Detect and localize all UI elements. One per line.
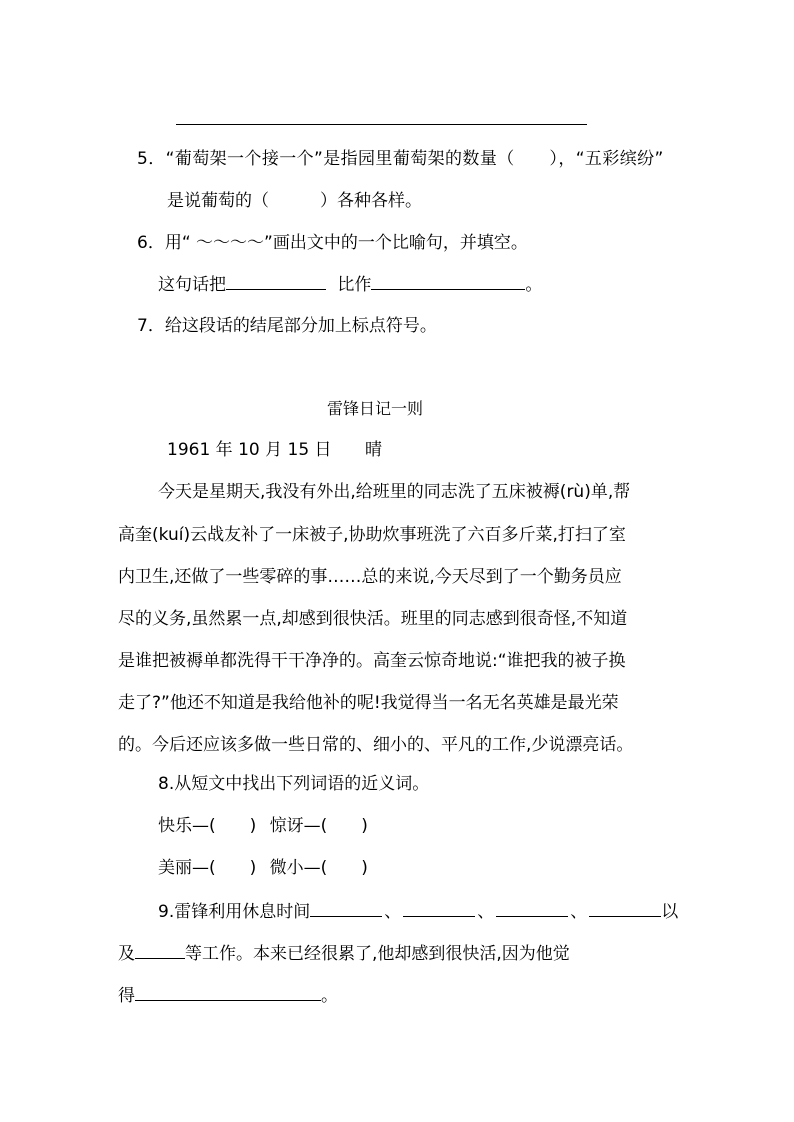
question-6-fill [158, 272, 542, 297]
answer-blank[interactable] [403, 899, 475, 917]
synonym-item: 快乐—( ) [158, 816, 257, 836]
answer-blank-object[interactable] [371, 272, 525, 290]
answer-blank[interactable] [496, 899, 568, 917]
question-9-line-1 [158, 899, 678, 924]
answer-blank-reason[interactable] [135, 983, 321, 1001]
question-9-text: 等工作。本来已经很累了,他却感到很快活,因为他觉 [185, 944, 570, 964]
question-9-line-3 [118, 983, 338, 1008]
fill-label-a: 这句话把 [158, 275, 226, 295]
question-6-prompt: 6．用“ ～～～～”画出文中的一个比喻句，并填空。 [137, 233, 528, 253]
question-9-text: 及 [118, 944, 135, 964]
answer-blank-subject[interactable] [226, 272, 326, 290]
question-9-line-2 [118, 941, 570, 966]
question-9-end: 。 [321, 986, 338, 1006]
passage-title: 雷锋日记一则 [327, 399, 424, 418]
separator: 、 [477, 902, 495, 922]
answer-blank[interactable] [135, 941, 185, 959]
question-8-prompt: 8.从短文中找出下列词语的近义词。 [158, 774, 430, 794]
separator: 、 [384, 902, 402, 922]
question-9-start: 9.雷锋利用休息时间 [158, 902, 311, 922]
passage-line: 走了?”他还不知道是我给他补的呢!我觉得当一名无名英雄是最光荣 [118, 693, 619, 713]
passage-line: 尽的义务,虽然累一点,却感到很快活。班里的同志感到很奇怪,不知道 [118, 609, 628, 629]
question-8-row-1 [158, 814, 368, 838]
diary-weather: 晴 [364, 440, 382, 460]
synonym-item: 惊讶—( ) [269, 816, 368, 836]
question-5-line-2: 是说葡萄的（ ）各种各样。 [167, 191, 422, 211]
question-7-prompt: 7．给这段话的结尾部分加上标点符号。 [137, 316, 437, 336]
synonym-item: 微小—( ) [269, 858, 368, 878]
passage-line: 的。今后还应该多做一些日常的、细小的、平凡的工作,少说漂亮话。 [118, 735, 634, 755]
question-8-row-2 [158, 856, 368, 880]
passage-line: 今天是星期天,我没有外出,给班里的同志洗了五床被褥(rù)单,帮 [158, 482, 631, 502]
question-9-text: 得 [118, 986, 135, 1006]
passage-line: 是谁把被褥单都洗得干干净净的。高奎云惊奇地说:“谁把我的被子换 [118, 651, 626, 671]
question-9-end: 以 [661, 902, 679, 922]
synonym-item: 美丽—( ) [158, 858, 257, 878]
passage-line: 内卫生,还做了一些零碎的事……总的来说,今天尽到了一个勤务员应 [118, 567, 622, 587]
passage-line: 高奎(kuí)云战友补了一床被子,协助炊事班洗了六百多斤菜,打扫了室 [118, 525, 626, 545]
diary-date: 1961 年 10 月 15 日 [167, 440, 332, 460]
fill-end: 。 [525, 275, 543, 295]
fill-label-b: 比作 [337, 275, 372, 295]
answer-blank[interactable] [310, 899, 382, 917]
diary-date-line [167, 438, 382, 462]
separator: 、 [570, 902, 588, 922]
answer-line-top [176, 124, 587, 125]
question-5-line-1: 5．“葡萄架一个接一个”是指园里葡萄架的数量（ ），“五彩缤纷” [137, 149, 664, 169]
answer-blank[interactable] [589, 899, 661, 917]
